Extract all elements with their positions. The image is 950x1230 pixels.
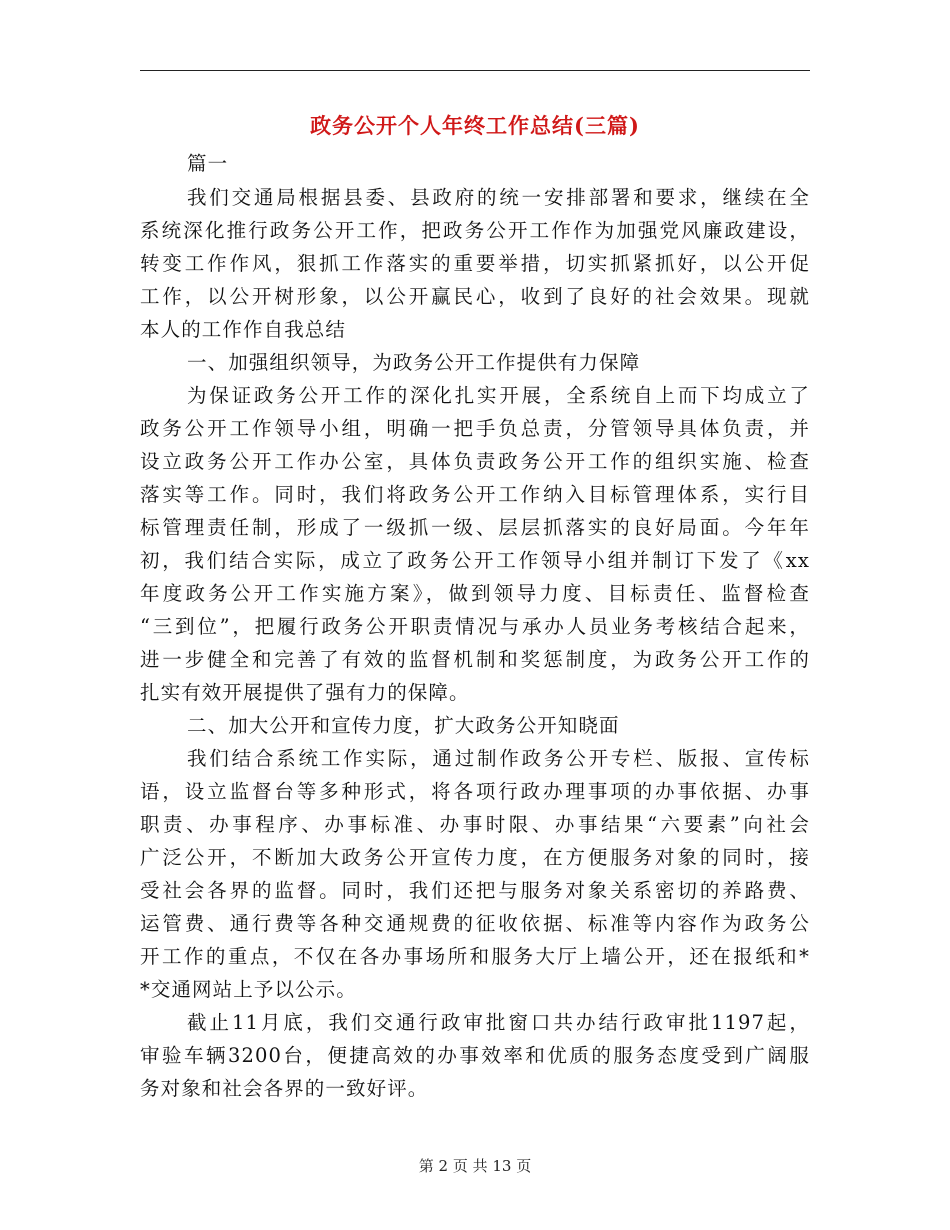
section-heading: 一、加强组织领导，为政务公开工作提供有力保障 xyxy=(187,351,641,374)
body-line: 年度政务公开工作实施方案》，做到领导力度、目标责任、监督检查 xyxy=(140,582,810,605)
body-line: 政务公开工作领导小组，明确一把手负总责，分管领导具体负责，并 xyxy=(140,417,810,440)
section-label: 篇一 xyxy=(187,152,229,175)
body-line: 我们交通局根据县委、县政府的统一安排部署和要求，继续在全 xyxy=(187,186,810,209)
body-line: 我们结合系统工作实际，通过制作政务公开专栏、版报、宣传标 xyxy=(187,747,810,770)
body-line: 落实等工作。同时，我们将政务公开工作纳入目标管理体系，实行目 xyxy=(140,483,810,506)
body-line: 广泛公开，不断加大政务公开宣传力度，在方便服务对象的同时，接 xyxy=(140,846,810,869)
body-line: 运管费、通行费等各种交通规费的征收依据、标准等内容作为政务公 xyxy=(140,912,810,935)
header-rule xyxy=(140,70,810,71)
body-line: 工作，以公开树形象，以公开赢民心，收到了良好的社会效果。现就 xyxy=(140,285,810,308)
body-line: 本人的工作作自我总结 xyxy=(140,318,347,341)
body-line: 为保证政务公开工作的深化扎实开展，全系统自上而下均成立了 xyxy=(187,384,810,407)
body-line: 开工作的重点，不仅在各办事场所和服务大厅上墙公开，还在报纸和* xyxy=(140,945,810,968)
document-title: 政务公开个人年终工作总结(三篇) xyxy=(310,113,640,138)
body-line: 转变工作作风，狠抓工作落实的重要举措，切实抓紧抓好，以公开促 xyxy=(140,252,810,275)
body-line: 扎实有效开展提供了强有力的保障。 xyxy=(140,681,470,704)
body-line: 初，我们结合实际，成立了政务公开工作领导小组并制订下发了《xx xyxy=(140,549,810,572)
section-heading: 二、加大公开和宣传力度，扩大政务公开知晓面 xyxy=(187,714,620,737)
body-line: 受社会各界的监督。同时，我们还把与服务对象关系密切的养路费、 xyxy=(140,879,810,902)
body-line: 系统深化推行政务公开工作，把政务公开工作作为加强党风廉政建设， xyxy=(140,219,810,242)
page-number-footer: 第 2 页 共 13 页 xyxy=(418,1157,532,1175)
body-line: *交通网站上予以公示。 xyxy=(140,978,357,1001)
body-line: 截止11月底，我们交通行政审批窗口共办结行政审批1197起， xyxy=(187,1011,810,1034)
body-line: 进一步健全和完善了有效的监督机制和奖惩制度，为政务公开工作的 xyxy=(140,648,810,671)
body-line: 务对象和社会各界的一致好评。 xyxy=(140,1077,429,1100)
body-line: 职责、办事程序、办事标准、办事时限、办事结果“六要素”向社会 xyxy=(140,813,810,836)
body-line: 标管理责任制，形成了一级抓一级、层层抓落实的良好局面。今年年 xyxy=(140,516,810,539)
body-line: 设立政务公开工作办公室，具体负责政务公开工作的组织实施、检查 xyxy=(140,450,810,473)
body-line: “三到位”，把履行政务公开职责情况与承办人员业务考核结合起来， xyxy=(140,615,810,638)
body-line: 审验车辆3200台，便捷高效的办事效率和优质的服务态度受到广阔服 xyxy=(140,1044,810,1067)
body-line: 语，设立监督台等多种形式，将各项行政办理事项的办事依据、办事 xyxy=(140,780,810,803)
